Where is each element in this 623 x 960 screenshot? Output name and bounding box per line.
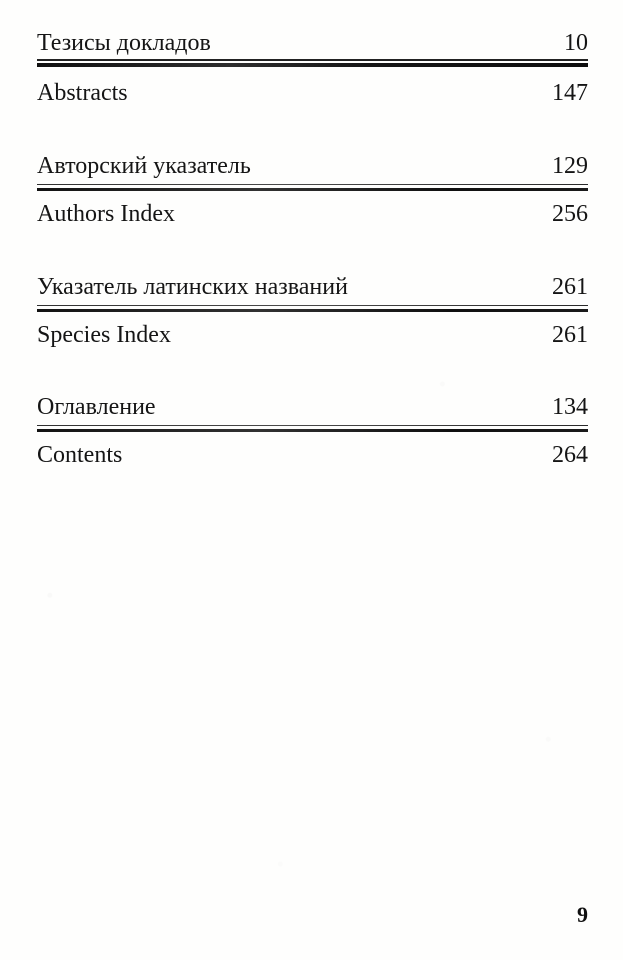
toc-entry-page: 10 bbox=[564, 30, 588, 56]
divider-rule bbox=[37, 305, 588, 312]
table-of-contents bbox=[0, 0, 623, 469]
toc-group-contents bbox=[37, 394, 588, 469]
toc-group-species-index bbox=[37, 274, 588, 349]
toc-entry bbox=[37, 80, 588, 107]
divider-line-thick bbox=[37, 309, 588, 312]
toc-entry-page: 264 bbox=[552, 441, 588, 468]
toc-entry-title: Species Index bbox=[37, 321, 171, 348]
toc-entry-page: 261 bbox=[552, 273, 588, 300]
divider-line-thick bbox=[37, 188, 588, 191]
toc-entry bbox=[37, 322, 588, 349]
toc-entry-title: Указатель латинских названий bbox=[37, 273, 348, 300]
toc-entry-page: 256 bbox=[552, 200, 588, 227]
toc-entry bbox=[37, 274, 588, 301]
toc-entry-title: Оглавление bbox=[37, 393, 156, 420]
toc-entry-title: Авторский указатель bbox=[37, 152, 251, 179]
toc-entry-title: Authors Index bbox=[37, 200, 175, 227]
toc-entry-title: Тезисы докладов bbox=[37, 30, 211, 56]
toc-entry-page: 261 bbox=[552, 321, 588, 348]
toc-entry-page: 147 bbox=[552, 79, 588, 106]
toc-entry bbox=[37, 394, 588, 421]
toc-entry bbox=[37, 201, 588, 228]
toc-entry bbox=[37, 153, 588, 180]
toc-entry-title: Abstracts bbox=[37, 79, 128, 106]
page-number: 9 bbox=[577, 902, 588, 927]
divider-rule bbox=[37, 63, 588, 67]
toc-entry-title: Contents bbox=[37, 441, 123, 468]
divider-line-thin bbox=[37, 184, 588, 186]
divider-line-thick bbox=[37, 429, 588, 432]
toc-group-abstracts bbox=[37, 30, 588, 107]
divider-line-thin bbox=[37, 305, 588, 307]
divider-rule bbox=[37, 425, 588, 432]
toc-entry-page: 134 bbox=[552, 393, 588, 420]
toc-group-authors-index bbox=[37, 153, 588, 228]
divider-rule bbox=[37, 184, 588, 191]
divider-line-thin bbox=[37, 425, 588, 427]
toc-entry-page: 129 bbox=[552, 152, 588, 179]
toc-entry bbox=[37, 442, 588, 469]
toc-entry bbox=[37, 30, 588, 61]
